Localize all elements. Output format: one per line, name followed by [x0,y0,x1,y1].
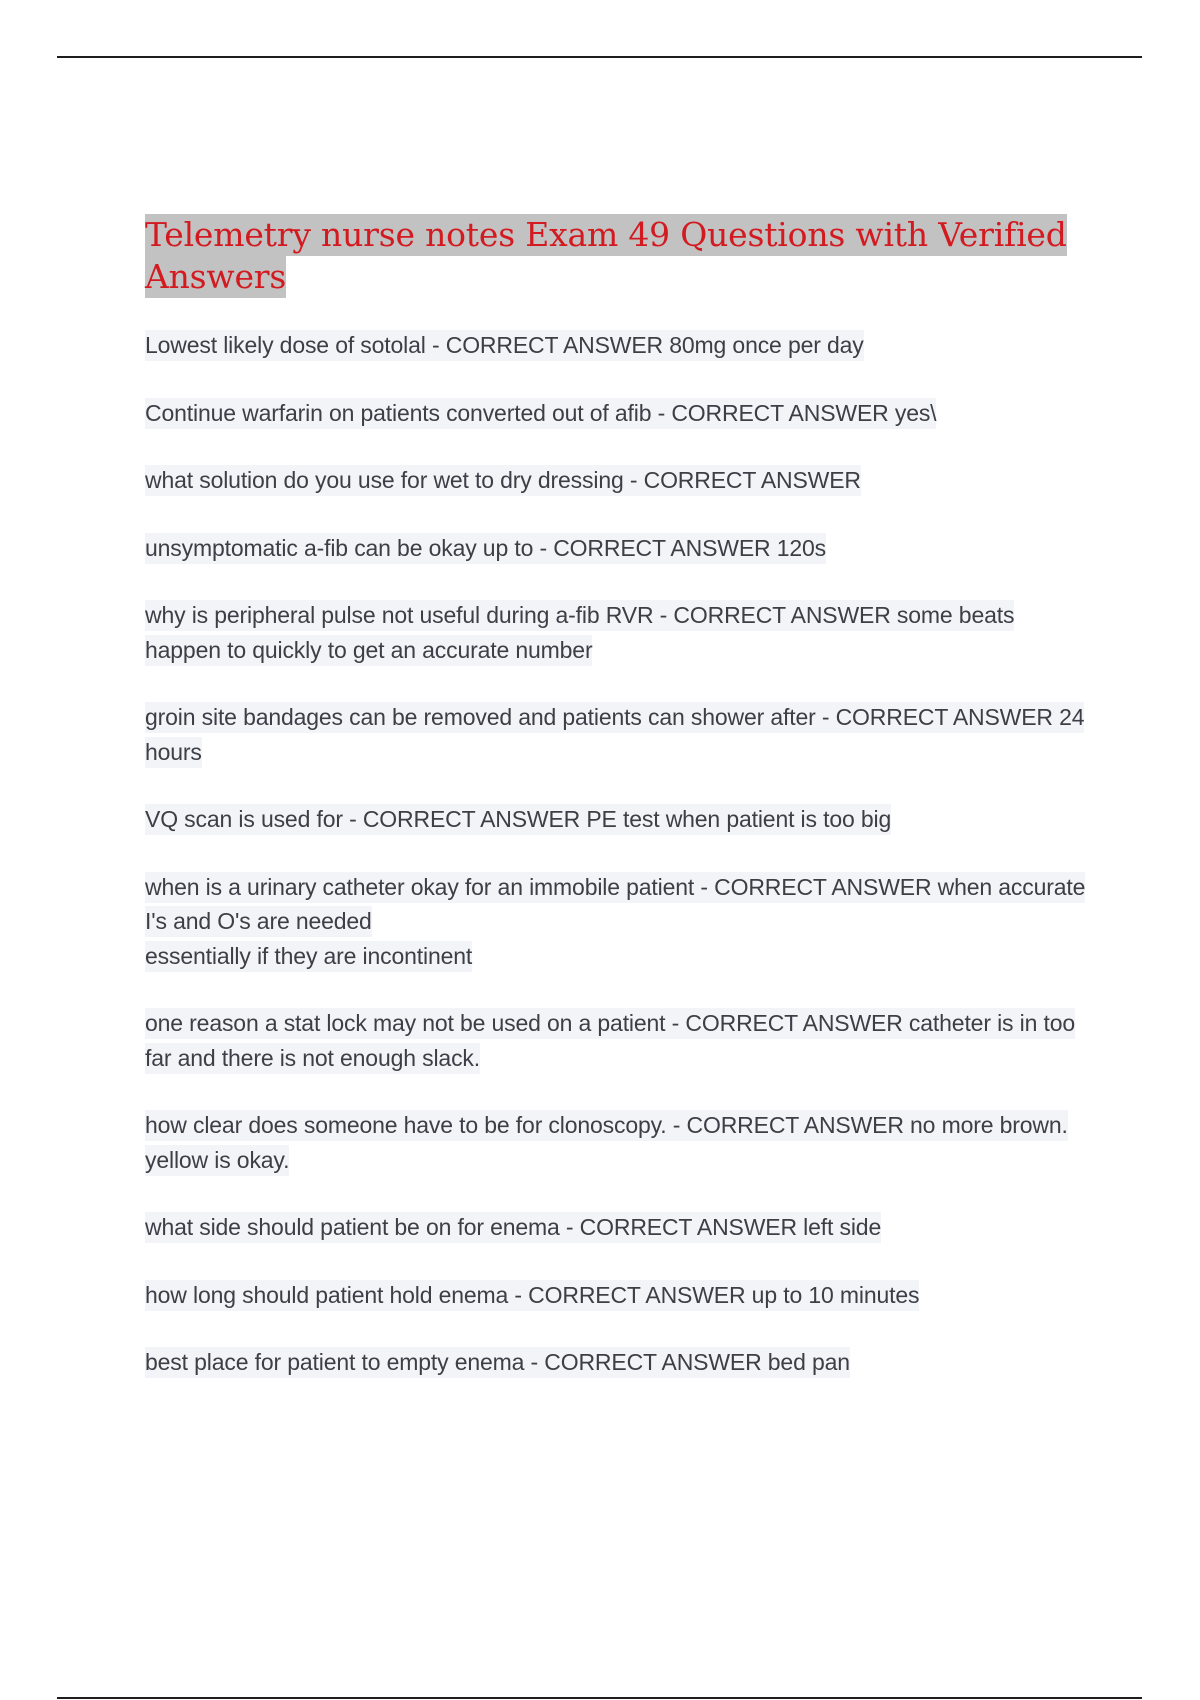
qa-item-text: one reason a stat lock may not be used on a patient - CORRECT ANSWER catheter is in too far and there is not enough slack. [145,1008,1075,1074]
qa-item-text: Continue warfarin on patients converted out of afib - CORRECT ANSWER yes\ [145,398,936,429]
qa-item [145,1345,1095,1380]
qa-item-text: how clear does someone have to be for clonoscopy. - CORRECT ANSWER no more brown. yellow is okay. [145,1110,1068,1176]
qa-item-text: what side should patient be on for enema - CORRECT ANSWER left side [145,1212,881,1243]
document-title [145,214,1095,298]
qa-list [145,328,1095,1380]
qa-item-text: VQ scan is used for - CORRECT ANSWER PE test when patient is too big [145,804,891,835]
document-body [145,214,1095,1413]
footer-rule [57,1697,1142,1699]
document-title-text: Telemetry nurse notes Exam 49 Questions with Verified Answers [145,215,1067,296]
header-rule [57,56,1142,58]
qa-item-text: why is peripheral pulse not useful during a-fib RVR - CORRECT ANSWER some beats happen to quickly to get an accurate number [145,600,1014,666]
qa-item [145,463,1095,498]
qa-item-text: unsymptomatic a-fib can be okay up to - CORRECT ANSWER 120s [145,533,826,564]
qa-item [145,1278,1095,1313]
qa-item [145,328,1095,363]
qa-item [145,1108,1095,1177]
qa-item [145,1210,1095,1245]
qa-item [145,598,1095,667]
qa-item-text: when is a urinary catheter okay for an immobile patient - CORRECT ANSWER when accurate I's and O's are needed essentially if they are incontinent [145,872,1085,972]
qa-item [145,870,1095,974]
qa-item [145,700,1095,769]
qa-item [145,802,1095,837]
qa-item-text: how long should patient hold enema - CORRECT ANSWER up to 10 minutes [145,1280,919,1311]
qa-item [145,1006,1095,1075]
qa-item [145,396,1095,431]
qa-item-text: groin site bandages can be removed and patients can shower after - CORRECT ANSWER 24 hours [145,702,1084,768]
qa-item-text: best place for patient to empty enema - CORRECT ANSWER bed pan [145,1347,850,1378]
qa-item-text: Lowest likely dose of sotolal - CORRECT ANSWER 80mg once per day [145,330,864,361]
qa-item-text: what solution do you use for wet to dry dressing - CORRECT ANSWER [145,465,861,496]
qa-item [145,531,1095,566]
